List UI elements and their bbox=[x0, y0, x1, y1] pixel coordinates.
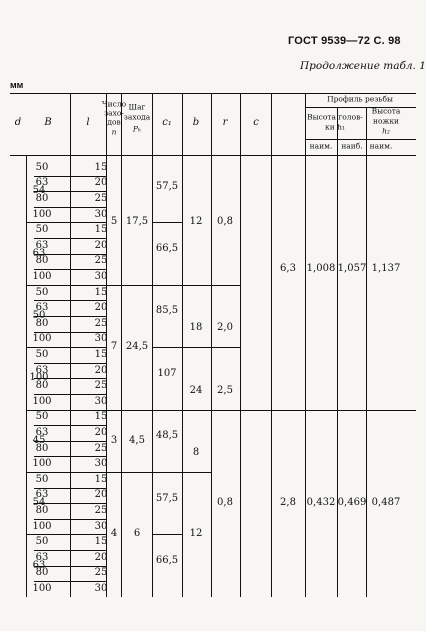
header-n: Число bbox=[101, 99, 127, 109]
cell-B: 63 bbox=[35, 239, 49, 251]
cell-c1: 57,5 bbox=[155, 492, 179, 504]
row-rule bbox=[34, 176, 106, 177]
row-rule bbox=[34, 550, 106, 551]
cell-d: 63 bbox=[32, 247, 46, 259]
header-c1: c₁ bbox=[162, 117, 172, 128]
b-rule bbox=[182, 285, 211, 286]
group-rule bbox=[26, 285, 70, 286]
cell-r: 0,8 bbox=[217, 216, 233, 228]
cell-B: 100 bbox=[32, 520, 52, 532]
header-ph: Шаг bbox=[128, 102, 146, 112]
header-r: r bbox=[222, 117, 228, 128]
table-continuation-label: Продолжение табл. 1 bbox=[300, 60, 426, 72]
cell-c1: 57,5 bbox=[155, 180, 179, 192]
cell-l: 15 bbox=[94, 473, 108, 485]
cell-b: 24 bbox=[189, 384, 203, 396]
cell-l: 25 bbox=[94, 442, 108, 454]
column-divider bbox=[305, 155, 306, 597]
cell-c1: 107 bbox=[157, 367, 177, 379]
header-n: захо- bbox=[104, 108, 124, 118]
cell-B: 63 bbox=[35, 364, 49, 376]
cell-l: 15 bbox=[94, 224, 108, 236]
cell-B: 80 bbox=[35, 505, 49, 516]
cell-B: 50 bbox=[35, 224, 49, 236]
cell-ph: 17,5 bbox=[125, 216, 149, 228]
cell-l: 20 bbox=[94, 551, 108, 563]
cell-B: 63 bbox=[35, 427, 49, 438]
cell-l: 30 bbox=[94, 458, 108, 470]
cell-b: 12 bbox=[189, 528, 203, 540]
header-d: d bbox=[14, 117, 22, 128]
cell-h2: 0,487 bbox=[371, 497, 401, 509]
cell-B: 50 bbox=[35, 411, 49, 423]
header-ph: Pₕ bbox=[132, 124, 142, 134]
r-rule bbox=[211, 285, 240, 286]
cell-B: 50 bbox=[35, 349, 49, 360]
cell-c1: 66,5 bbox=[155, 554, 179, 566]
cell-l: 25 bbox=[94, 505, 108, 516]
cell-B: 100 bbox=[32, 333, 52, 345]
cell-d: 100 bbox=[29, 372, 49, 384]
header-profile: Профиль резьбы bbox=[327, 94, 393, 104]
header-l: l bbox=[86, 117, 90, 128]
cell-B: 63 bbox=[35, 551, 49, 563]
row-rule bbox=[34, 581, 106, 582]
cell-l: 30 bbox=[94, 395, 108, 407]
c1-rule bbox=[152, 410, 182, 411]
header-ph: захода bbox=[123, 112, 151, 122]
row-rule bbox=[34, 238, 106, 239]
cell-B: 63 bbox=[35, 302, 49, 314]
c1-rule bbox=[152, 472, 182, 473]
cell-h1-max: 1,057 bbox=[337, 263, 367, 275]
cell-c1: 66,5 bbox=[155, 242, 179, 254]
cell-l: 20 bbox=[94, 302, 108, 314]
c1-rule bbox=[152, 347, 182, 348]
cell-l: 15 bbox=[94, 286, 108, 298]
n-rule bbox=[106, 472, 152, 473]
row-rule bbox=[34, 456, 106, 457]
row-rule bbox=[34, 363, 106, 364]
b-rule bbox=[182, 347, 211, 348]
cell-B: 80 bbox=[35, 255, 49, 267]
cell-c1: 48,5 bbox=[155, 430, 179, 442]
cell-n: 5 bbox=[110, 216, 118, 228]
header-B: B bbox=[44, 117, 52, 128]
row-rule bbox=[34, 332, 106, 333]
header-h1: Высота голов- bbox=[307, 112, 363, 122]
subheader-rule bbox=[305, 139, 416, 140]
group-rule bbox=[26, 472, 70, 473]
row-rule bbox=[34, 519, 106, 520]
cell-n: 4 bbox=[110, 528, 118, 540]
page-header: ГОСТ 9539—72 С. 98 bbox=[288, 35, 401, 47]
cell-n: 3 bbox=[110, 434, 118, 446]
cell-B: 80 bbox=[35, 380, 49, 392]
cell-ph: 4,5 bbox=[129, 434, 145, 446]
cell-d: 50 bbox=[32, 310, 46, 321]
group-rule bbox=[26, 222, 70, 223]
header-b: b bbox=[192, 117, 200, 128]
cell-B: 50 bbox=[35, 473, 49, 485]
cell-c: 2,8 bbox=[280, 497, 296, 509]
cell-B: 100 bbox=[32, 208, 52, 220]
header-h2: ножки bbox=[372, 116, 400, 126]
group-rule bbox=[26, 347, 70, 348]
cell-l: 25 bbox=[94, 380, 108, 392]
cell-B: 50 bbox=[35, 536, 49, 548]
cell-B: 80 bbox=[35, 317, 49, 329]
cell-b: 8 bbox=[192, 447, 200, 459]
cell-B: 100 bbox=[32, 395, 52, 407]
header-divider bbox=[70, 93, 71, 155]
header-divider bbox=[240, 93, 241, 155]
header-divider bbox=[271, 93, 272, 155]
row-rule bbox=[34, 269, 106, 270]
column-divider bbox=[70, 155, 71, 597]
cell-l: 15 bbox=[94, 411, 108, 423]
cell-l: 15 bbox=[94, 161, 108, 173]
cell-l: 20 bbox=[94, 364, 108, 376]
header-divider bbox=[152, 93, 153, 155]
cell-ph: 6 bbox=[133, 528, 141, 540]
header-divider bbox=[211, 93, 212, 155]
column-divider bbox=[240, 155, 241, 597]
cell-l: 30 bbox=[94, 271, 108, 282]
cell-l: 25 bbox=[94, 255, 108, 267]
cell-l: 25 bbox=[94, 193, 108, 204]
cell-l: 30 bbox=[94, 208, 108, 220]
cell-h1-min: 0,432 bbox=[306, 497, 336, 509]
cell-ph: 24,5 bbox=[125, 341, 149, 353]
header-n: n bbox=[111, 127, 117, 137]
group-divider bbox=[240, 410, 416, 411]
header-h1-min: наим. bbox=[309, 141, 333, 151]
column-divider bbox=[211, 155, 212, 597]
cell-c1: 85,5 bbox=[155, 305, 179, 317]
cell-B: 80 bbox=[35, 442, 49, 454]
cell-B: 100 bbox=[32, 583, 52, 594]
column-divider bbox=[182, 155, 183, 597]
group-rule bbox=[26, 534, 70, 535]
column-divider bbox=[337, 155, 338, 597]
cell-l: 30 bbox=[94, 333, 108, 345]
units-label: мм bbox=[10, 80, 24, 90]
cell-b: 18 bbox=[189, 322, 203, 334]
n-rule bbox=[106, 285, 152, 286]
cell-l: 15 bbox=[94, 536, 108, 548]
cell-r: 2,5 bbox=[217, 384, 233, 396]
header-h1: ки h₁ bbox=[325, 122, 345, 132]
header-h1-max: наиб. bbox=[341, 141, 363, 151]
row-rule bbox=[34, 488, 106, 489]
cell-l: 25 bbox=[94, 317, 108, 329]
cell-l: 20 bbox=[94, 427, 108, 438]
header-divider bbox=[305, 93, 306, 155]
header-divider bbox=[182, 93, 183, 155]
cell-n: 7 bbox=[110, 341, 118, 353]
row-rule bbox=[34, 300, 106, 301]
cell-d: 45 bbox=[32, 434, 46, 446]
cell-r: 2,0 bbox=[217, 322, 233, 334]
cell-B: 50 bbox=[35, 161, 49, 173]
column-divider bbox=[271, 155, 272, 597]
column-divider bbox=[121, 155, 122, 597]
n-rule bbox=[106, 410, 152, 411]
cell-l: 20 bbox=[94, 177, 108, 189]
column-divider bbox=[26, 155, 27, 597]
row-rule bbox=[34, 425, 106, 426]
cell-l: 30 bbox=[94, 520, 108, 532]
cell-c: 6,3 bbox=[280, 263, 296, 275]
cell-l: 15 bbox=[94, 349, 108, 360]
cell-r: 0,8 bbox=[217, 497, 233, 509]
cell-l: 30 bbox=[94, 583, 108, 594]
b-rule bbox=[182, 410, 211, 411]
c1-rule bbox=[152, 534, 182, 535]
row-rule bbox=[34, 207, 106, 208]
cell-B: 63 bbox=[35, 177, 49, 189]
cell-l: 25 bbox=[94, 567, 108, 579]
c1-rule bbox=[152, 285, 182, 286]
cell-d: 63 bbox=[32, 559, 46, 571]
cell-l: 20 bbox=[94, 239, 108, 251]
b-rule bbox=[182, 472, 211, 473]
header-h2: Высота bbox=[371, 106, 401, 116]
cell-b: 12 bbox=[189, 216, 203, 228]
cell-B: 100 bbox=[32, 271, 52, 282]
row-rule bbox=[34, 394, 106, 395]
cell-h1-min: 1,008 bbox=[306, 263, 336, 275]
cell-h2: 1,137 bbox=[371, 263, 401, 275]
group-rule bbox=[26, 410, 70, 411]
header-h2-min: наим. bbox=[369, 141, 393, 151]
column-divider bbox=[152, 155, 153, 597]
header-c: c bbox=[253, 117, 259, 128]
cell-B: 50 bbox=[35, 286, 49, 298]
cell-B: 63 bbox=[35, 489, 49, 501]
cell-d: 54 bbox=[32, 185, 46, 197]
r-rule bbox=[211, 347, 240, 348]
cell-l: 20 bbox=[94, 489, 108, 501]
cell-h1-max: 0,469 bbox=[337, 497, 367, 509]
header-h2: h₂ bbox=[382, 126, 390, 136]
cell-B: 80 bbox=[35, 193, 49, 204]
header-divider bbox=[366, 107, 367, 155]
cell-B: 80 bbox=[35, 567, 49, 579]
cell-d: 54 bbox=[32, 497, 46, 509]
cell-B: 100 bbox=[32, 458, 52, 470]
r-rule bbox=[211, 410, 240, 411]
header-n: дов bbox=[107, 117, 121, 127]
column-divider bbox=[366, 155, 367, 597]
c1-rule bbox=[152, 222, 182, 223]
